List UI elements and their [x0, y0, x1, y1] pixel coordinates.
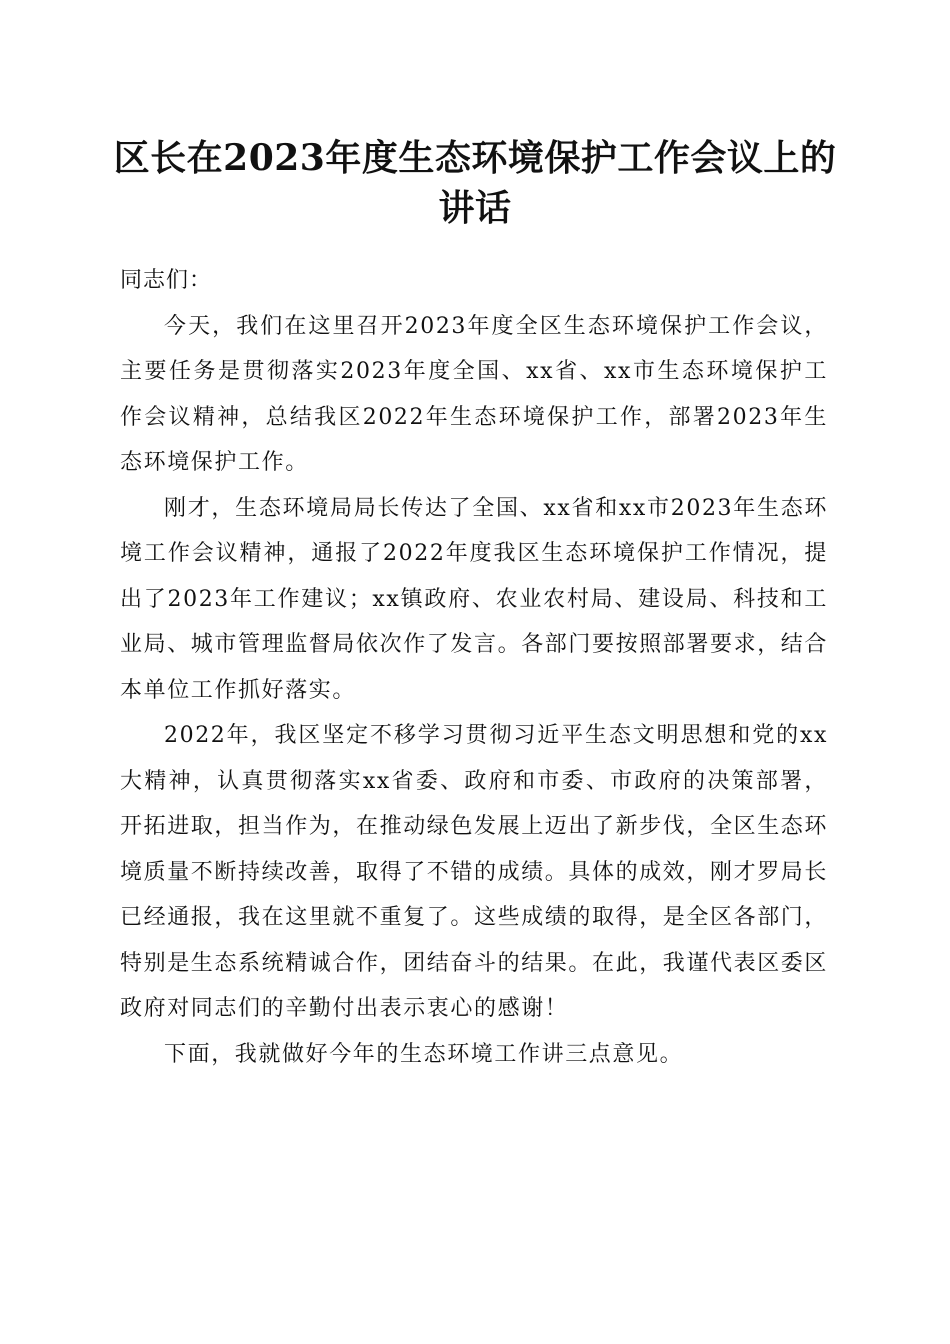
paragraph-transition: 下面，我就做好今年的生态环境工作讲三点意见。: [164, 1041, 684, 1067]
title-line-1: 区长在2023年度生态环境保护工作会议上的: [113, 137, 837, 179]
document-body: [120, 258, 828, 1077]
paragraph-opening: 今天，我们在这里召开2023年度全区生态环境保护工作会议，主要任务是贯彻落实2023年度全国、xx省、xx市生态环境保护工作会议精神，总结我区2022年生态环境保护工作，部署2023年生态环境保护工作。: [120, 313, 828, 475]
paragraph-reports: 刚才，生态环境局局长传达了全国、xx省和xx市2023年生态环境工作会议精神，通报了2022年度我区生态环境保护工作情况，提出了2023年工作建议；xx镇政府、农业农村局、建设局、科技和工业局、城市管理监督局依次作了发言。各部门要按照部署要求，结合本单位工作抓好落实。: [120, 495, 829, 703]
title-line-2: 讲话: [438, 187, 512, 229]
document-title: [110, 133, 840, 233]
salutation: 同志们：: [120, 268, 213, 293]
paragraph-achievements: 2022年，我区坚定不移学习贯彻习近平生态文明思想和党的xx大精神，认真贯彻落实xx省委、政府和市委、市政府的决策部署，开拓进取，担当作为，在推动绿色发展上迈出了新步伐，全区生态环境质量不断持续改善，取得了不错的成绩。具体的成效，刚才罗局长已经通报，我在这里就不重复了。这些成绩的取得，是全区各部门，特别是生态系统精诚合作，团结奋斗的结果。在此，我谨代表区委区政府对同志们的辛勤付出表示衷心的感谢！: [120, 723, 829, 1021]
